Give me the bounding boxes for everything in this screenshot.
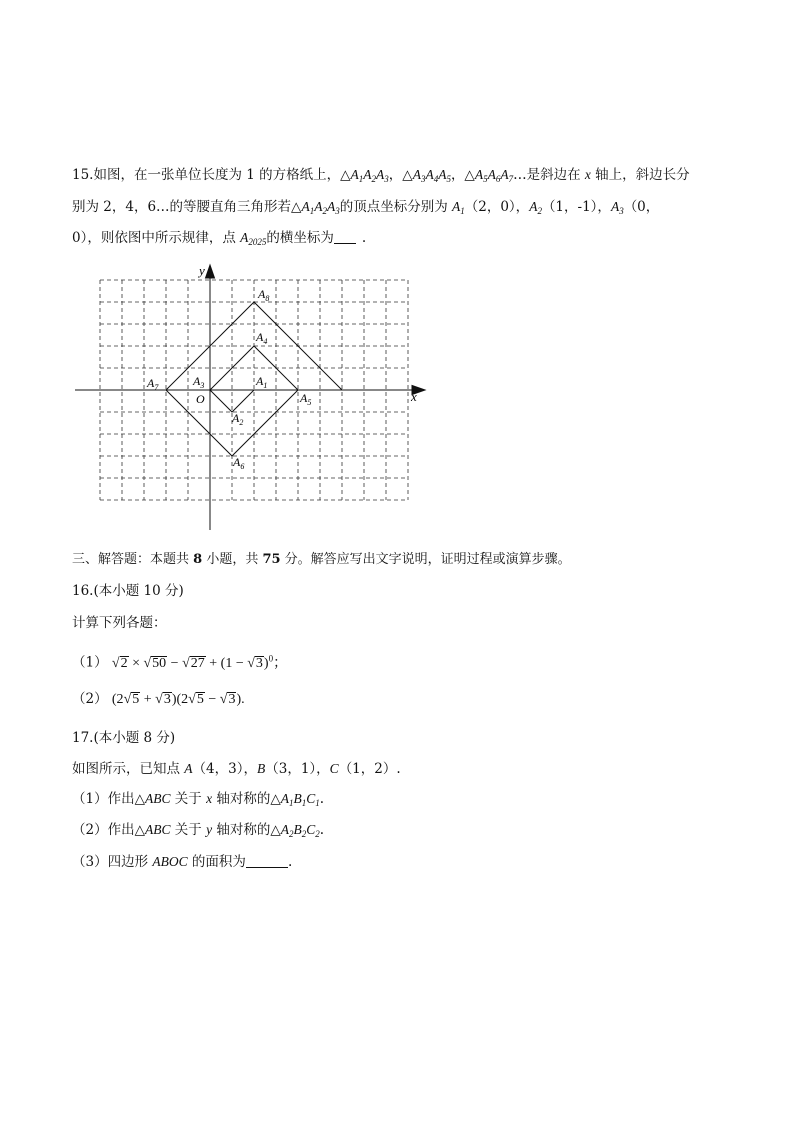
q17-part-1: （1）作出△ABC 关于 x 轴对称的$\triangle A_1B_1C_1$.: [72, 791, 325, 808]
q16-intro: 计算下列各题：: [72, 615, 167, 631]
axes: [75, 265, 425, 530]
label-a6: $A_6$: [233, 455, 245, 471]
expression-1: $√2 \times √50 - √27 + (1 - √3)^0$；: [111, 653, 288, 671]
label-a7: $A_7$: [147, 376, 159, 392]
coordinate-grid-figure: [70, 262, 430, 532]
q17-intro: 如图所示，已知点 A（4，3），B（3，1），C（1，2）.: [72, 761, 401, 777]
label-a5: $A_5$: [300, 391, 312, 407]
q16-part-1: （1） $√2 \times √50 - √27 + (1 - √3)^0$；: [72, 653, 288, 671]
q15-line-2: 别为 2，4，6…的等腰直角三角形若$\triangle A_1A_2A_3$的顶点坐标分别为 $A_1(2$，0），$A_2(1$，-1），$A_3(0$，: [72, 199, 660, 216]
section-3-heading: 三、解答题：本题共 8 小题，共 75 分。解答应写出文字说明，证明过程或演算步骤。: [72, 552, 571, 567]
q16-header: 16.(本小题 10 分): [72, 583, 184, 599]
x-axis-label: x: [411, 389, 417, 404]
q15-line-1: 15.如图，在一张单位长度为 1 的方格纸上，$\triangle A_1A_2A_3$，$\triangle A_3A_4A_5$，$\triangle A_5A_6A_7\dots$是斜边在 x 轴上，斜边长分: [72, 167, 690, 184]
q17-header: 17.(本小题 8 分): [72, 730, 176, 746]
y-axis-label: y: [199, 263, 205, 278]
q17-part-3: （3）四边形 ABOC 的面积为 .: [72, 854, 293, 870]
origin-label: O: [196, 392, 205, 406]
y-axis-arrow-icon: [206, 265, 215, 278]
q15-number: 15.: [72, 167, 94, 183]
q16-part-2: （2） (2√5 + √3)(2√5 − √3).: [72, 691, 245, 707]
label-a8: $A_8$: [258, 287, 270, 303]
answer-blank[interactable]: [334, 230, 356, 244]
q17-part-2: （2）作出△ABC 关于 y 轴对称的$\triangle A_2B_2C_2$.: [72, 822, 325, 839]
label-a1: $A_1$: [256, 374, 268, 390]
answer-blank[interactable]: [246, 854, 288, 868]
label-a4: $A_4$: [256, 330, 268, 346]
expression-2: (2√5 + √3)(2√5 − √3).: [111, 692, 245, 707]
q15-line-3: 0），则依图中所示规律，点 $A_{2025}$的横坐标为 .: [72, 230, 367, 247]
label-a2: $A_2$: [232, 411, 244, 427]
label-a3: $A_3$: [193, 374, 205, 390]
